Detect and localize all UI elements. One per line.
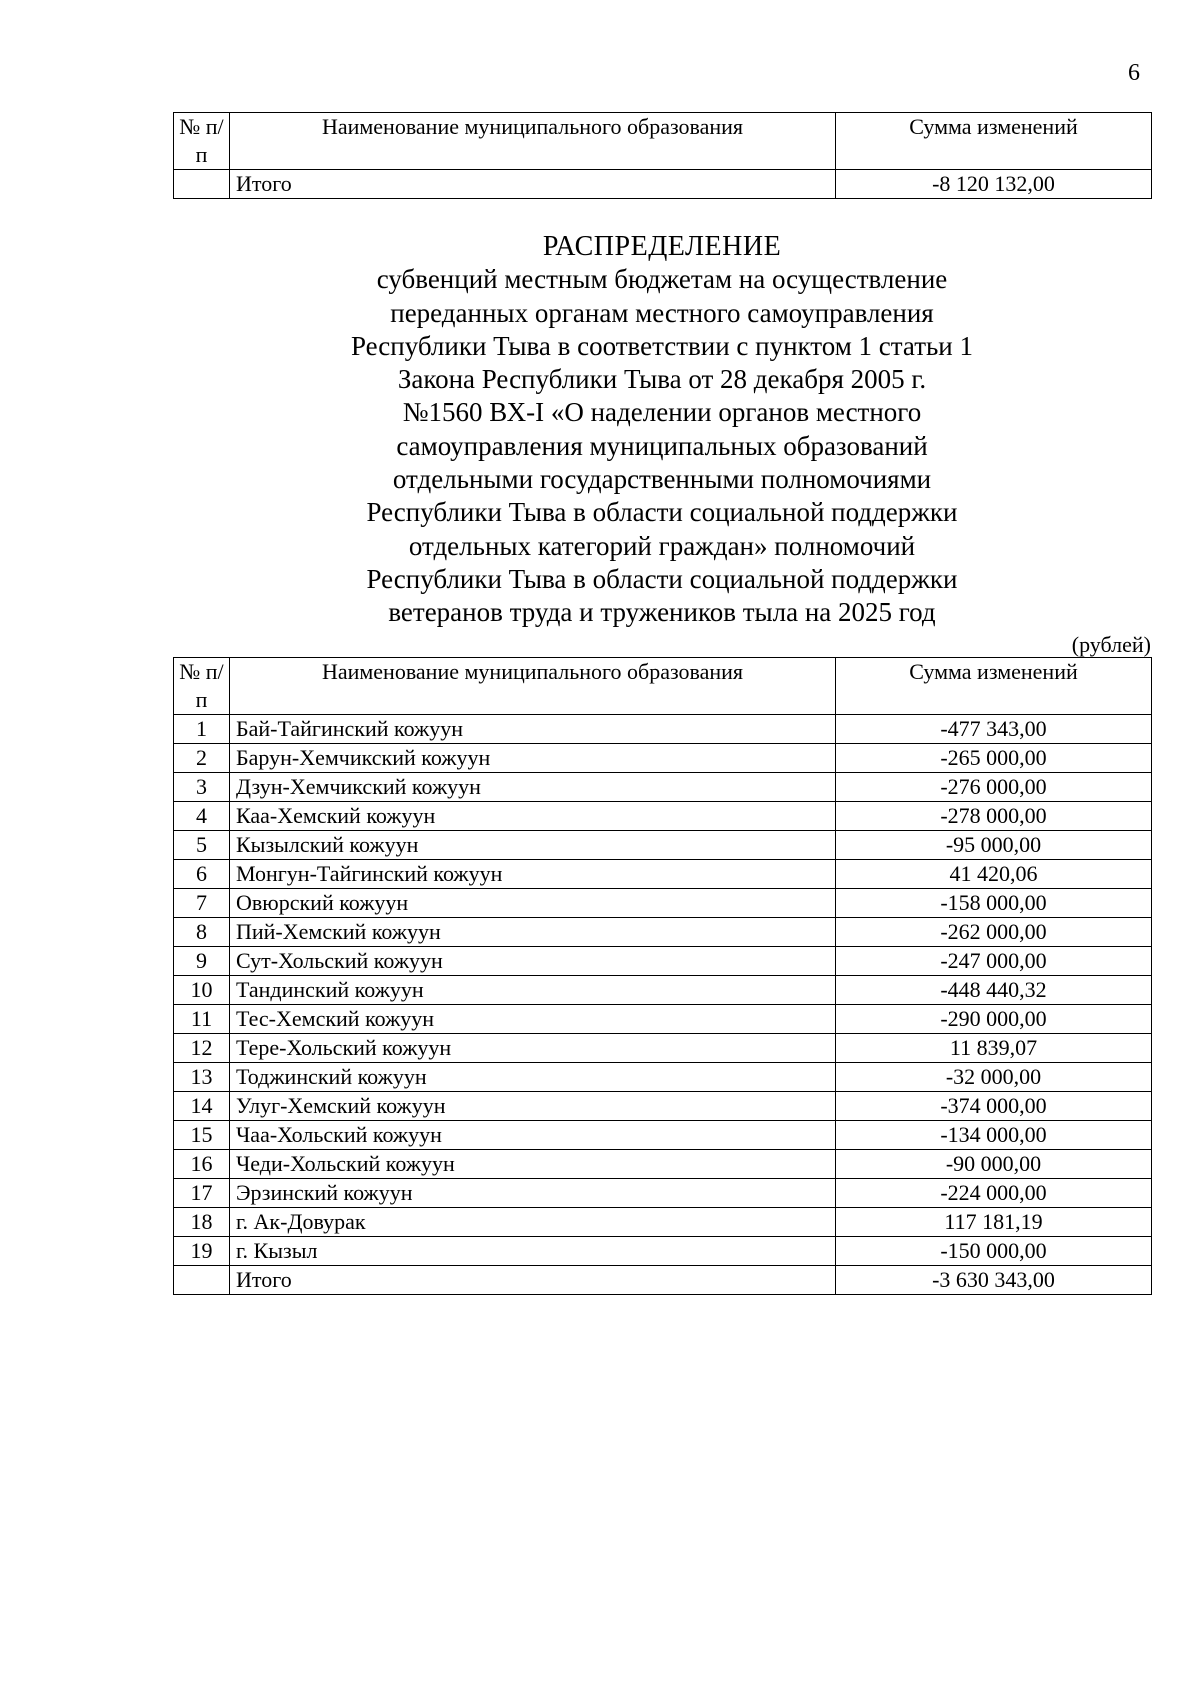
row-name: Эрзинский кожуун — [230, 1179, 836, 1208]
row-name: Чеди-Хольский кожуун — [230, 1150, 836, 1179]
row-num: 4 — [174, 802, 230, 831]
header-sum: Сумма изменений — [836, 658, 1152, 715]
table-row — [174, 1208, 1152, 1237]
title-line: ветеранов труда и тружеников тыла на 2025 год — [388, 597, 936, 628]
document-title — [173, 230, 1151, 630]
row-name: г. Кызыл — [230, 1237, 836, 1266]
row-name: Тандинский кожуун — [230, 976, 836, 1005]
table-row — [174, 802, 1152, 831]
title-line: Республики Тыва в области социальной поддержки — [366, 563, 958, 594]
row-num: 15 — [174, 1121, 230, 1150]
row-num: 6 — [174, 860, 230, 889]
table-row — [174, 744, 1152, 773]
title-lines — [173, 263, 1151, 629]
table-row — [174, 889, 1152, 918]
row-num: 16 — [174, 1150, 230, 1179]
row-num: 14 — [174, 1092, 230, 1121]
row-num: 10 — [174, 976, 230, 1005]
title-line: отдельных категорий граждан» полномочий — [408, 530, 916, 561]
row-name: Дзун-Хемчикский кожуун — [230, 773, 836, 802]
row-name: Каа-Хемский кожуун — [230, 802, 836, 831]
row-name: Монгун-Тайгинский кожуун — [230, 860, 836, 889]
row-num: 1 — [174, 715, 230, 744]
title-line: Закона Республики Тыва от 28 декабря 2005 г. — [397, 364, 927, 395]
table-row — [174, 1034, 1152, 1063]
row-name: Чаа-Хольский кожуун — [230, 1121, 836, 1150]
main-table — [173, 657, 1152, 1295]
row-name: Барун-Хемчикский кожуун — [230, 744, 836, 773]
table-row — [174, 918, 1152, 947]
row-name: Пий-Хемский кожуун — [230, 918, 836, 947]
table-row — [174, 1005, 1152, 1034]
top-table-header — [174, 113, 1152, 170]
row-sum: -32 000,00 — [836, 1063, 1152, 1092]
row-sum: -150 000,00 — [836, 1237, 1152, 1266]
total-label: Итого — [230, 170, 836, 199]
header-num: № п/п — [174, 658, 230, 715]
row-num: 19 — [174, 1237, 230, 1266]
row-num: 9 — [174, 947, 230, 976]
title-line: самоуправления муниципальных образований — [396, 430, 928, 461]
total-label: Итого — [230, 1266, 836, 1295]
main-table-total-row — [174, 1266, 1152, 1295]
header-name: Наименование муниципального образования — [230, 113, 836, 170]
title-line: субвенций местным бюджетам на осуществление — [376, 264, 948, 295]
row-sum: 41 420,06 — [836, 860, 1152, 889]
row-sum: 117 181,19 — [836, 1208, 1152, 1237]
row-name: Бай-Тайгинский кожуун — [230, 715, 836, 744]
row-name: Овюрский кожуун — [230, 889, 836, 918]
row-name: Сут-Хольский кожуун — [230, 947, 836, 976]
row-num: 5 — [174, 831, 230, 860]
header-num: № п/п — [174, 113, 230, 170]
row-num: 11 — [174, 1005, 230, 1034]
table-row — [174, 1063, 1152, 1092]
title-line: отдельными государственными полномочиями — [392, 464, 932, 495]
header-sum: Сумма изменений — [836, 113, 1152, 170]
row-sum: -374 000,00 — [836, 1092, 1152, 1121]
total-sum: -8 120 132,00 — [836, 170, 1152, 199]
row-num: 7 — [174, 889, 230, 918]
main-table-header — [174, 658, 1152, 715]
table-row — [174, 947, 1152, 976]
row-name: г. Ак-Довурак — [230, 1208, 836, 1237]
total-num — [174, 170, 230, 199]
row-sum: -477 343,00 — [836, 715, 1152, 744]
row-num: 12 — [174, 1034, 230, 1063]
row-num: 13 — [174, 1063, 230, 1092]
table-row — [174, 715, 1152, 744]
row-sum: 11 839,07 — [836, 1034, 1152, 1063]
title-line: Республики Тыва в соответствии с пунктом 1 статьи 1 — [350, 330, 974, 361]
main-table-body — [174, 715, 1152, 1266]
row-sum: -262 000,00 — [836, 918, 1152, 947]
row-num: 8 — [174, 918, 230, 947]
title-line: переданных органам местного самоуправления — [390, 297, 934, 328]
row-sum: -265 000,00 — [836, 744, 1152, 773]
table-row — [174, 1237, 1152, 1266]
row-sum: -90 000,00 — [836, 1150, 1152, 1179]
row-num: 3 — [174, 773, 230, 802]
title-line: №1560 ВХ-I «О наделении органов местного — [402, 397, 922, 428]
row-num: 17 — [174, 1179, 230, 1208]
table-row — [174, 1121, 1152, 1150]
table-row — [174, 860, 1152, 889]
total-sum: -3 630 343,00 — [836, 1266, 1152, 1295]
row-sum: -247 000,00 — [836, 947, 1152, 976]
units-label: (рублей) — [1071, 632, 1151, 657]
top-table — [173, 112, 1152, 199]
row-sum: -448 440,32 — [836, 976, 1152, 1005]
row-sum: -95 000,00 — [836, 831, 1152, 860]
header-name: Наименование муниципального образования — [230, 658, 836, 715]
row-sum: -290 000,00 — [836, 1005, 1152, 1034]
total-num — [174, 1266, 230, 1295]
table-row — [174, 1150, 1152, 1179]
table-row — [174, 976, 1152, 1005]
row-name: Улуг-Хемский кожуун — [230, 1092, 836, 1121]
table-row — [174, 1179, 1152, 1208]
table-row — [174, 831, 1152, 860]
row-name: Кызылский кожуун — [230, 831, 836, 860]
row-name: Тоджинский кожуун — [230, 1063, 836, 1092]
row-num: 18 — [174, 1208, 230, 1237]
row-sum: -134 000,00 — [836, 1121, 1152, 1150]
row-name: Тес-Хемский кожуун — [230, 1005, 836, 1034]
row-sum: -276 000,00 — [836, 773, 1152, 802]
row-sum: -278 000,00 — [836, 802, 1152, 831]
row-sum: -158 000,00 — [836, 889, 1152, 918]
row-num: 2 — [174, 744, 230, 773]
table-row — [174, 1092, 1152, 1121]
title-line: Республики Тыва в области социальной поддержки — [366, 497, 958, 528]
row-sum: -224 000,00 — [836, 1179, 1152, 1208]
top-table-total-row — [174, 170, 1152, 199]
table-row — [174, 773, 1152, 802]
page-number: 6 — [1128, 60, 1140, 86]
title-main: РАСПРЕДЕЛЕНИЕ — [542, 231, 782, 262]
row-name: Тере-Хольский кожуун — [230, 1034, 836, 1063]
